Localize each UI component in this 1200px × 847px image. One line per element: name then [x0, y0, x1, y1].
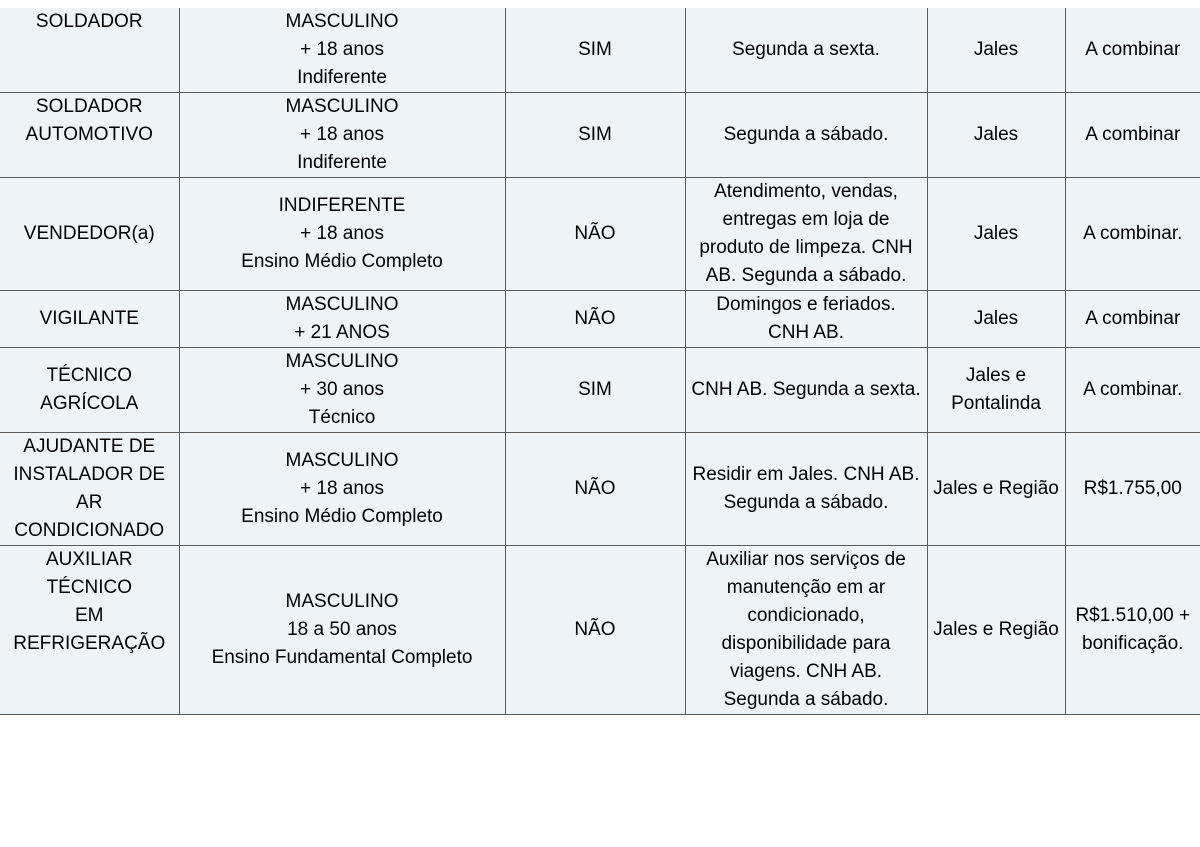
- job-title-cell: SOLDADOR AUTOMOTIVO: [0, 93, 179, 178]
- experience-cell: NÃO: [505, 291, 685, 348]
- notes-cell: Segunda a sábado.: [685, 93, 927, 178]
- experience-cell: NÃO: [505, 546, 685, 715]
- location-cell: Jales: [927, 291, 1065, 348]
- notes-cell: CNH AB. Segunda a sexta.: [685, 348, 927, 433]
- requirements-cell: INDIFERENTE + 18 anos Ensino Médio Completo: [179, 178, 505, 291]
- table-row: [0, 348, 1200, 433]
- salary-cell: A combinar.: [1065, 348, 1200, 433]
- experience-cell: NÃO: [505, 433, 685, 546]
- notes-cell: Domingos e feriados. CNH AB.: [685, 291, 927, 348]
- requirements-cell: MASCULINO 18 a 50 anos Ensino Fundamental Completo: [179, 546, 505, 715]
- requirements-cell: MASCULINO + 21 ANOS: [179, 291, 505, 348]
- location-cell: Jales: [927, 93, 1065, 178]
- notes-cell: Auxiliar nos serviços de manutenção em ar condicionado, disponibilidade para viagens. CNH AB. Segunda a sábado.: [685, 546, 927, 715]
- table-row: [0, 433, 1200, 546]
- salary-cell: A combinar: [1065, 8, 1200, 93]
- job-title-cell: VIGILANTE: [0, 291, 179, 348]
- experience-cell: NÃO: [505, 178, 685, 291]
- notes-cell: Residir em Jales. CNH AB. Segunda a sábado.: [685, 433, 927, 546]
- salary-cell: A combinar.: [1065, 178, 1200, 291]
- requirements-cell: MASCULINO + 30 anos Técnico: [179, 348, 505, 433]
- job-listings-table: [0, 8, 1200, 715]
- table-row: [0, 8, 1200, 93]
- requirements-cell: MASCULINO + 18 anos Indiferente: [179, 8, 505, 93]
- experience-cell: SIM: [505, 93, 685, 178]
- job-title-cell: TÉCNICO AGRÍCOLA: [0, 348, 179, 433]
- job-title-cell: SOLDADOR: [0, 8, 179, 93]
- notes-cell: Segunda a sexta.: [685, 8, 927, 93]
- experience-cell: SIM: [505, 8, 685, 93]
- location-cell: Jales: [927, 8, 1065, 93]
- table-row: [0, 178, 1200, 291]
- notes-cell: Atendimento, vendas, entregas em loja de produto de limpeza. CNH AB. Segunda a sábado.: [685, 178, 927, 291]
- experience-cell: SIM: [505, 348, 685, 433]
- location-cell: Jales e Pontalinda: [927, 348, 1065, 433]
- job-title-cell: AJUDANTE DE INSTALADOR DE AR CONDICIONADO: [0, 433, 179, 546]
- location-cell: Jales: [927, 178, 1065, 291]
- table-row: [0, 546, 1200, 715]
- salary-cell: A combinar: [1065, 93, 1200, 178]
- job-listings-table-wrapper: [0, 8, 1200, 715]
- requirements-cell: MASCULINO + 18 anos Ensino Médio Completo: [179, 433, 505, 546]
- job-title-cell: VENDEDOR(a): [0, 178, 179, 291]
- table-row: [0, 93, 1200, 178]
- salary-cell: R$1.510,00 + bonificação.: [1065, 546, 1200, 715]
- job-title-cell: AUXILIAR TÉCNICO EM REFRIGERAÇÃO: [0, 546, 179, 715]
- salary-cell: R$1.755,00: [1065, 433, 1200, 546]
- location-cell: Jales e Região: [927, 546, 1065, 715]
- requirements-cell: MASCULINO + 18 anos Indiferente: [179, 93, 505, 178]
- salary-cell: A combinar: [1065, 291, 1200, 348]
- location-cell: Jales e Região: [927, 433, 1065, 546]
- table-row: [0, 291, 1200, 348]
